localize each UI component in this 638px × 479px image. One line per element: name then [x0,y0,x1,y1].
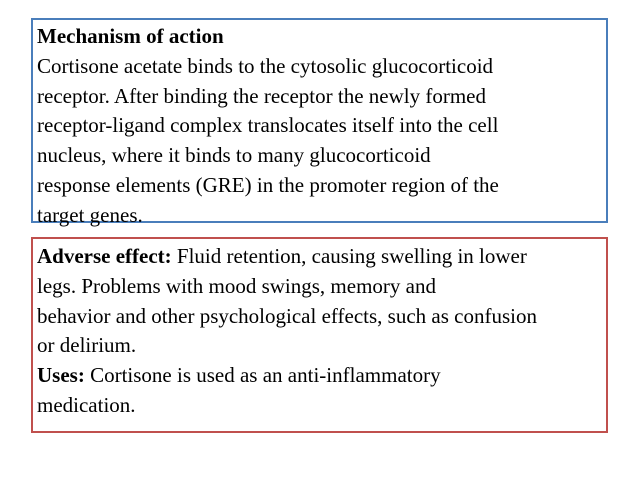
mechanism-line: target genes. [37,202,143,227]
uses-line [37,361,602,391]
mechanism-line: Cortisone acetate binds to the cytosolic glucocorticoid [37,53,494,78]
mechanism-line: receptor-ligand complex translocates itself into the cell [37,113,499,138]
adverse-effect-continuation: or delirium. [37,333,137,358]
adverse-effect-line [37,242,602,272]
mechanism-heading: Mechanism of action [37,24,224,48]
adverse-effect-label: Adverse effect: [37,244,172,268]
mechanism-box [31,18,608,227]
uses-continuation: medication. [37,392,136,417]
effects-uses-box [31,237,608,433]
uses-text: Cortisone is used as an anti-inflammatory [84,363,441,388]
uses-label: Uses: [37,363,85,388]
adverse-effect-text: Fluid retention, causing swelling in lower [171,244,527,268]
mechanism-line: nucleus, where it binds to many glucocorticoid [37,143,431,168]
mechanism-line: receptor. After binding the receptor the newly formed [37,83,486,108]
adverse-effect-continuation: legs. Problems with mood swings, memory and [37,273,436,298]
adverse-effect-continuation: behavior and other psychological effects, such as confusion [37,303,537,328]
mechanism-line: response elements (GRE) in the promoter region of the [37,172,499,197]
